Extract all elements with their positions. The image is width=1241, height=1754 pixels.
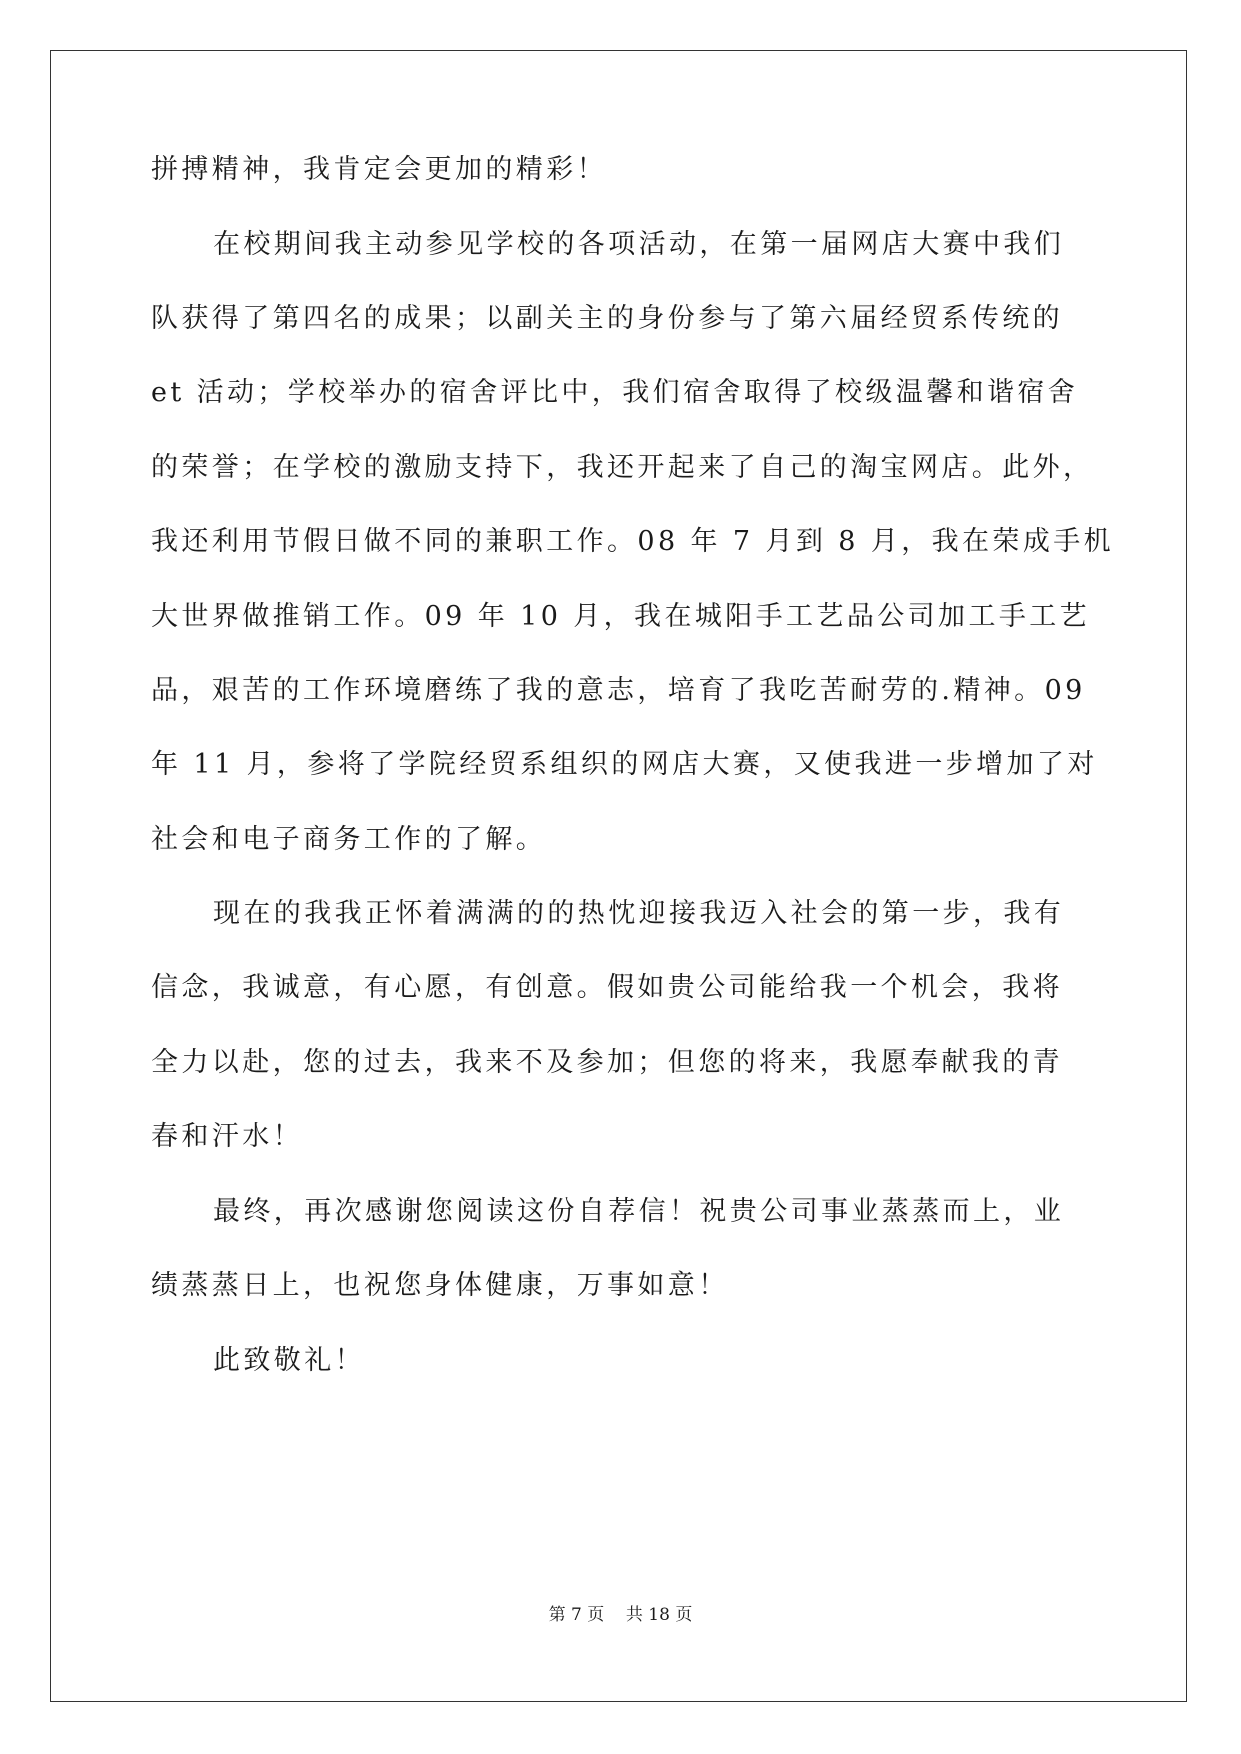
text-line: 社会和电子商务工作的了解。 xyxy=(151,824,547,855)
text-line: et 活动；学校举办的宿舍评比中，我们宿舍取得了校级温馨和谐宿舍 xyxy=(151,377,1079,408)
text-line: 的荣誉；在学校的激励支持下，我还开起来了自己的淘宝网店。此外， xyxy=(151,452,1094,483)
text-line: 春和汗水！ xyxy=(151,1121,303,1152)
paragraph-start-line: 现在的我我正怀着满满的的热忱迎接我迈入社会的第一步，我有 xyxy=(213,898,1065,929)
text-line: 全力以赴，您的过去，我来不及参加；但您的将来，我愿奉献我的青 xyxy=(151,1047,1063,1078)
closing-salutation: 此致敬礼！ xyxy=(213,1345,365,1376)
text-line: 品，艰苦的工作环境磨练了我的意志，培育了我吃苦耐劳的.精神。09 xyxy=(151,675,1086,706)
text-line: 年 11 月，参将了学院经贸系组织的网店大赛，又使我进一步增加了对 xyxy=(151,749,1098,780)
paragraph-start-line: 最终，再次感谢您阅读这份自荐信！祝贵公司事业蒸蒸而上，业 xyxy=(213,1196,1065,1227)
text-line: 我还利用节假日做不同的兼职工作。08 年 7 月到 8 月，我在荣成手机 xyxy=(151,526,1115,557)
text-line: 大世界做推销工作。09 年 10 月，我在城阳手工艺品公司加工手工艺 xyxy=(151,601,1091,632)
text-line: 队获得了第四名的成果；以副关主的身份参与了第六届经贸系传统的 xyxy=(151,303,1063,334)
paragraph-start-line: 在校期间我主动参见学校的各项活动，在第一届网店大赛中我们 xyxy=(213,229,1065,260)
page-number-footer: 第 7 页 共 18 页 xyxy=(548,1605,693,1625)
page-border xyxy=(50,50,1187,1702)
text-line: 拼搏精神，我肯定会更加的精彩！ xyxy=(151,154,607,185)
text-line: 绩蒸蒸日上，也祝您身体健康，万事如意！ xyxy=(151,1270,729,1301)
text-line: 信念，我诚意，有心愿，有创意。假如贵公司能给我一个机会，我将 xyxy=(151,972,1063,1003)
